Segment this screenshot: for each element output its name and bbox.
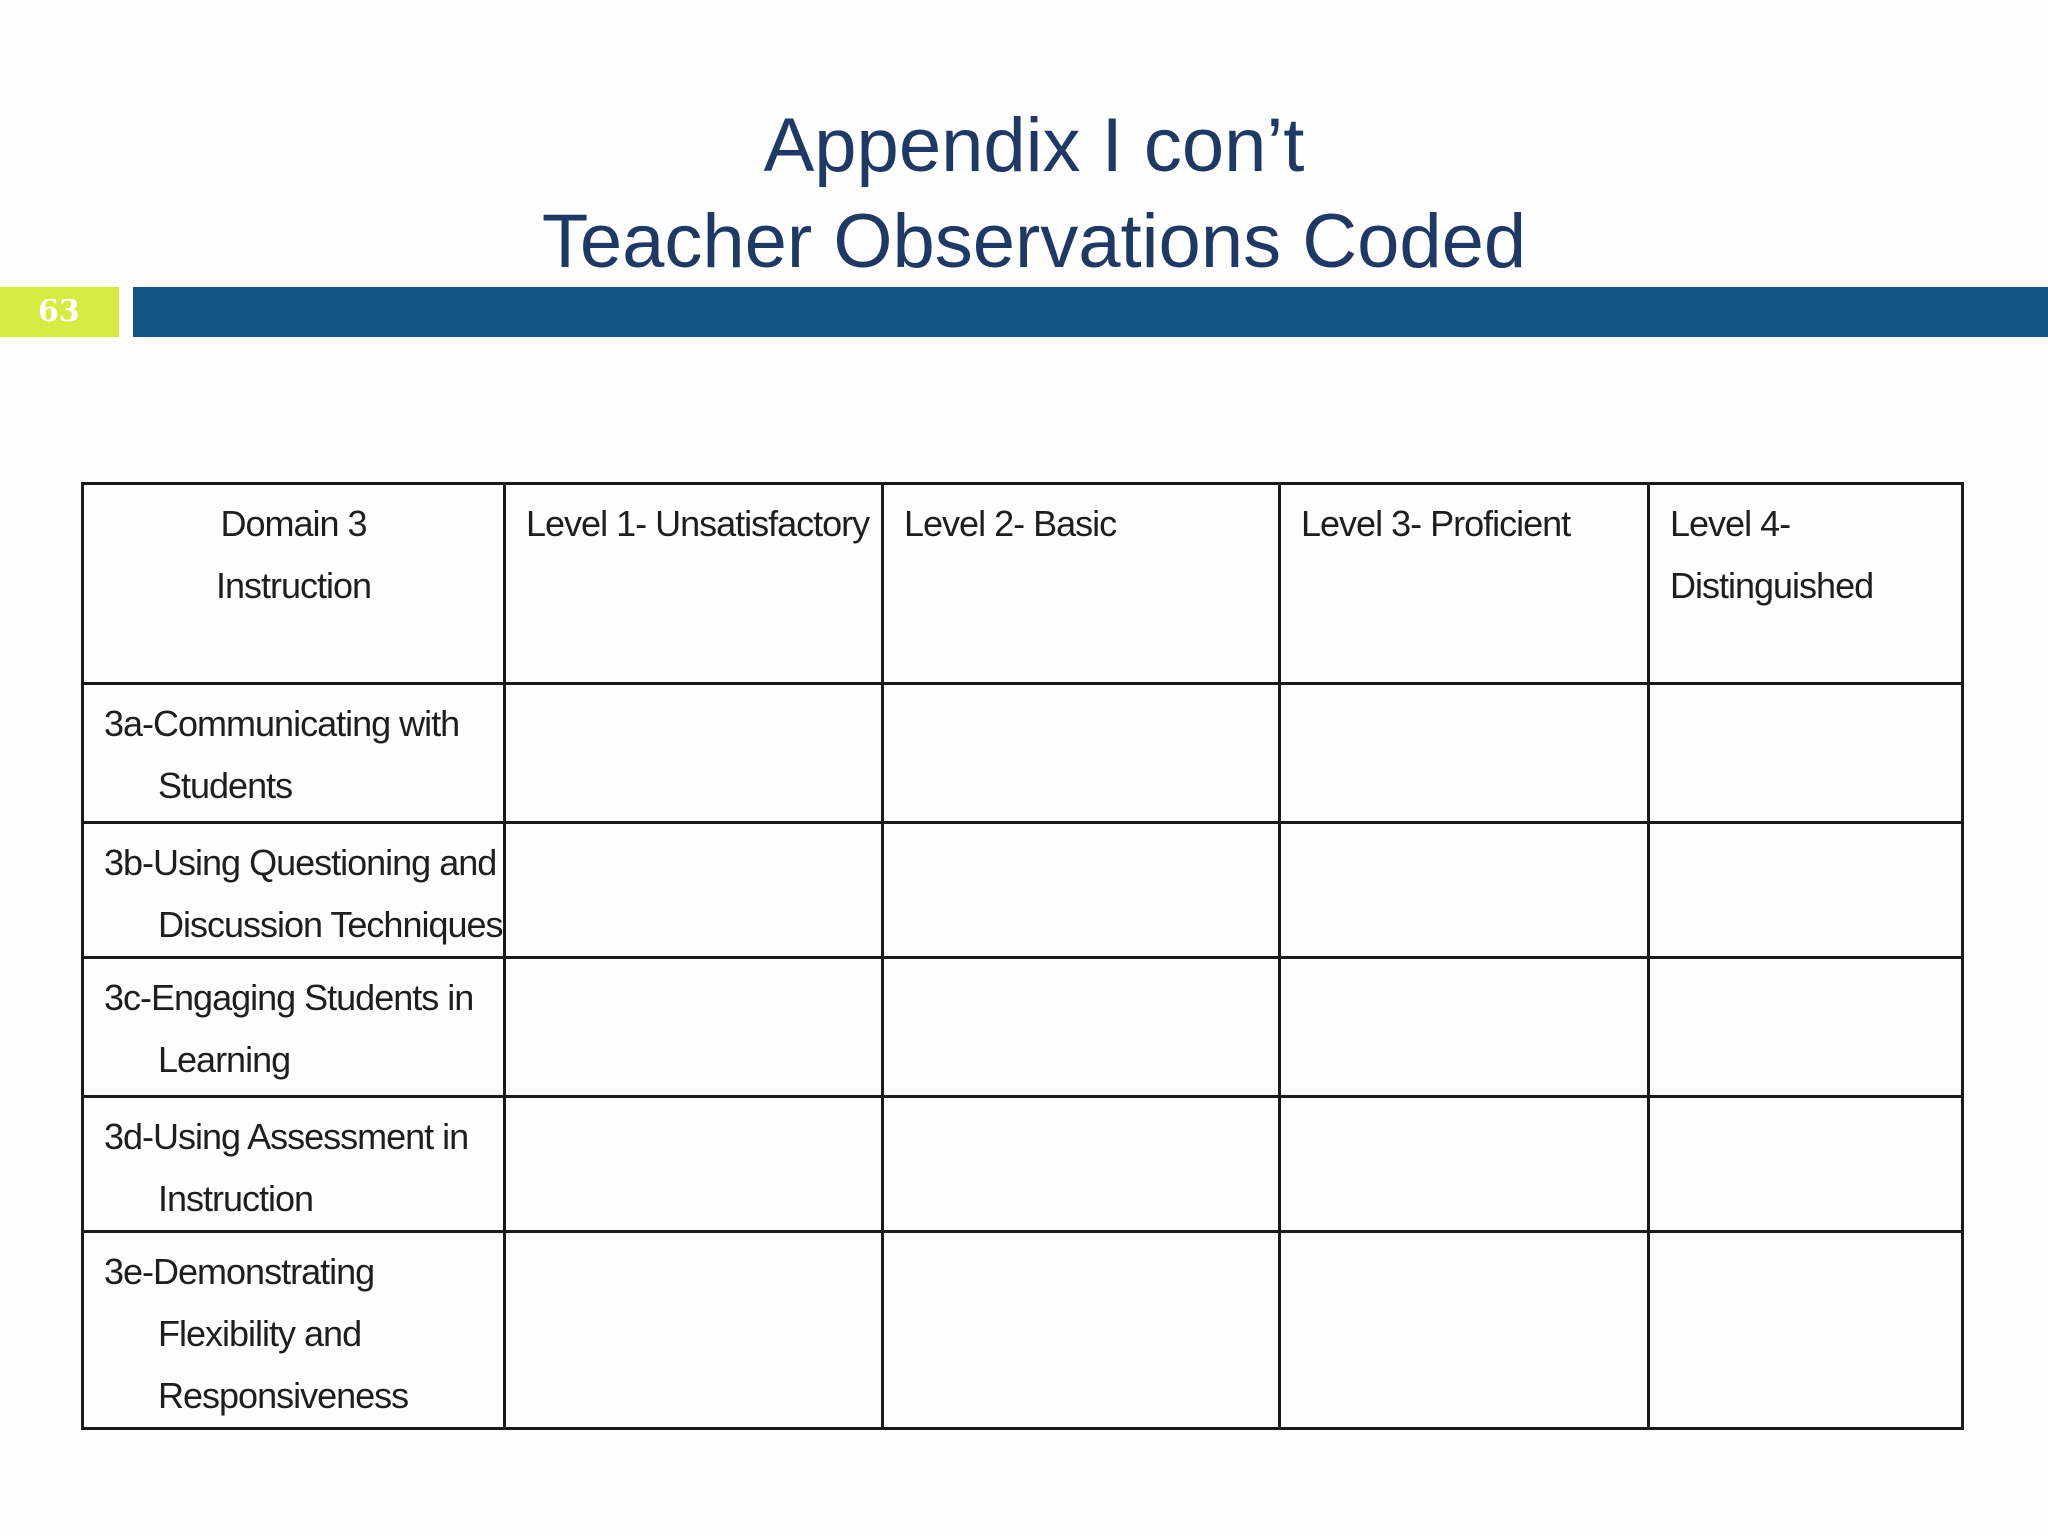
table-row: [83, 958, 1963, 1097]
level-header-cell: [1649, 484, 1963, 684]
rating-cell: [883, 684, 1280, 823]
rating-cell: [883, 823, 1280, 958]
level-header-cell: [883, 484, 1280, 684]
table-row: [83, 823, 1963, 958]
component-label: 3e-Demonstrating Flexibility and Responsiveness: [104, 1251, 409, 1416]
level-header-label: Level 3- Proficient: [1301, 503, 1571, 544]
component-cell: [83, 1097, 505, 1232]
rating-cell: [1649, 1232, 1963, 1429]
rating-cell: [1649, 823, 1963, 958]
rating-cell: [505, 684, 883, 823]
title-rule-bar: [133, 287, 2048, 337]
rating-cell: [883, 1232, 1280, 1429]
title-line-1: Appendix I con’t: [763, 103, 1305, 188]
page-number: 63: [0, 287, 119, 337]
rating-cell: [883, 1097, 1280, 1232]
component-cell: [83, 823, 505, 958]
domain-label: Domain 3: [220, 503, 367, 544]
domain-header-cell: [83, 484, 505, 684]
rating-cell: [1280, 823, 1649, 958]
rating-cell: [1649, 958, 1963, 1097]
component-cell: [83, 958, 505, 1097]
domain-sublabel: Instruction: [215, 565, 372, 606]
rating-cell: [1280, 958, 1649, 1097]
rating-cell: [505, 958, 883, 1097]
rating-cell: [1280, 1097, 1649, 1232]
rating-cell: [505, 1097, 883, 1232]
title-line-2: Teacher Observations Coded: [541, 199, 1527, 284]
observation-table: [81, 482, 1964, 1430]
rating-cell: [1649, 1097, 1963, 1232]
rating-cell: [883, 958, 1280, 1097]
component-label: 3d-Using Assessment in Instruction: [104, 1116, 469, 1219]
table-row: [83, 684, 1963, 823]
rating-cell: [505, 1232, 883, 1429]
rating-cell: [505, 823, 883, 958]
rating-cell: [1280, 1232, 1649, 1429]
component-cell: [83, 1232, 505, 1429]
slide-title: [0, 98, 2048, 290]
component-label: 3b-Using Questioning and Discussion Techniques: [104, 842, 503, 945]
level-header-label: Level 4- Distinguished: [1670, 503, 1874, 606]
level-header-label: Level 2- Basic: [904, 503, 1117, 544]
table-row: [83, 1097, 1963, 1232]
rating-cell: [1280, 684, 1649, 823]
component-label: 3c-Engaging Students in Learning: [104, 977, 474, 1080]
rating-cell: [1649, 684, 1963, 823]
level-header-cell: [1280, 484, 1649, 684]
table-header-row: [83, 484, 1963, 684]
level-header-cell: [505, 484, 883, 684]
component-label: 3a-Communicating with Students: [104, 703, 460, 806]
table-row: [83, 1232, 1963, 1429]
level-header-label: Level 1- Unsatisfactory: [526, 503, 870, 544]
component-cell: [83, 684, 505, 823]
